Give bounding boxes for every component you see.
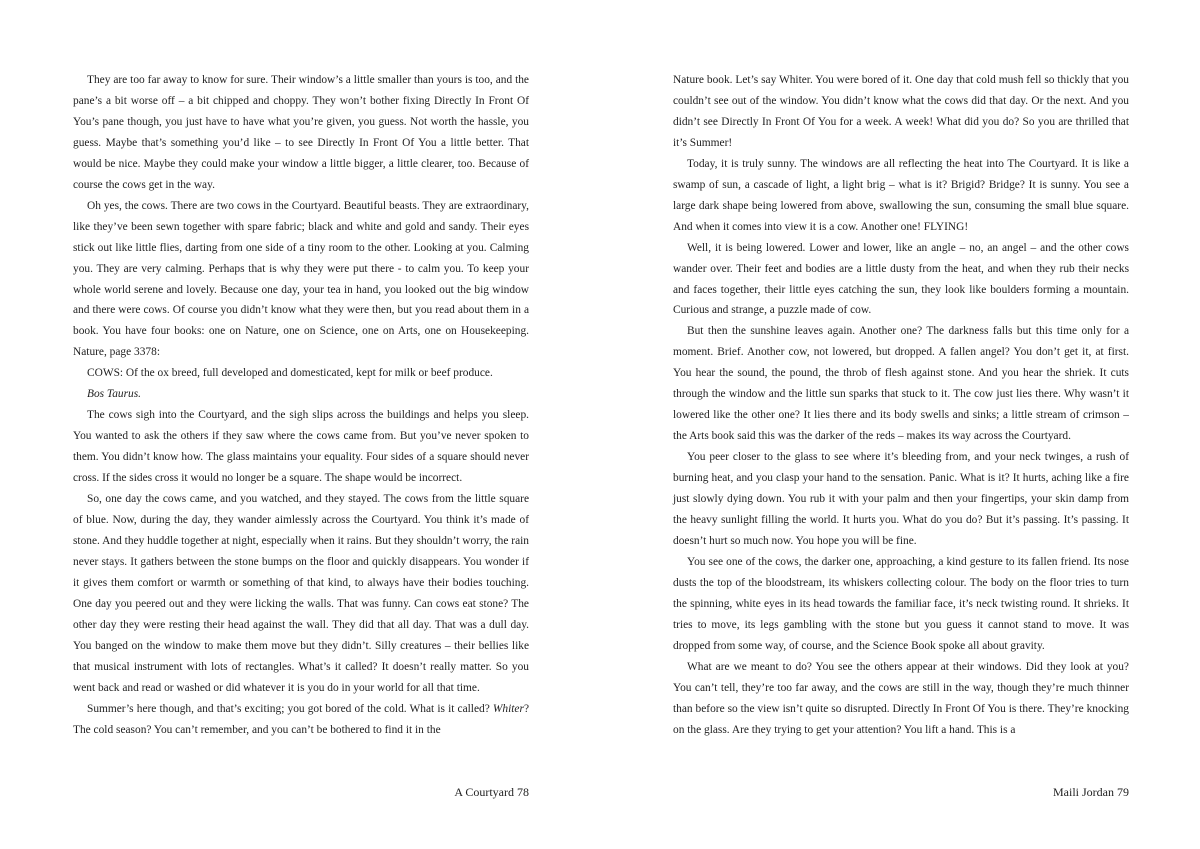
paragraph: The cows sigh into the Courtyard, and the sigh slips across the buildings and helps you sleep. You wanted to ask the others if they saw where the cows came from. But you’ve never spoken to them. You didn’t know how. The glass maintains your equality. Four sides of a square should never cross. If the sides cross it would no longer be a square. The shape would be incorrect. (73, 409, 529, 485)
left-page (73, 70, 529, 741)
paragraph-continued: Nature book. Let’s say Whiter. You were bored of it. One day that cold mush fell so thickly that you couldn’t see out of the window. You didn’t know what the cows did that day. Or the next. And you didn’t see Directly In Front Of You for a week. A week! What did you do? So you are thrilled that it’s Summer! (673, 74, 1129, 149)
right-page (673, 70, 1129, 741)
left-page-text (73, 70, 529, 741)
paragraph: You peer closer to the glass to see where it’s bleeding from, and your neck twinges, a rush of burning heat, and you clasp your hand to the sensation. Panic. What is it? It hurts, aching like a fire just slowly dying down. You rub it with your palm and then your fingertips, your skin damp from the heavy sunlight filling the world. It hurts you. What do you do? But it’s passing. It’s passing. It doesn’t hurt so much now. You hope you will be fine. (673, 451, 1129, 547)
paragraph: Well, it is being lowered. Lower and lower, like an angle – no, an angel – and the other cows wander over. Their feet and bodies are a little dusty from the heat, and when they rub their necks and faces together, their little eyes catching the sun, they look like boulders forming a mountain. Curious and strange, a puzzle made of cow. (673, 241, 1129, 317)
right-page-text (673, 70, 1129, 741)
paragraph (73, 699, 529, 741)
right-page-footer: Maili Jordan 79 (1053, 785, 1129, 799)
paragraph: So, one day the cows came, and you watched, and they stayed. The cows from the little square of blue. Now, during the day, they wander aimlessly across the Courtyard. You think it’s made of stone. And they huddle together at night, especially when it rains. But they shouldn’t worry, the rain never stays. It gathers between the stone bumps on the floor and quickly disappears. You wonder if it gives them comfort or warmth or something of that kind, to always have their bodies touching. One day you peered out and they were licking the walls. That was funny. Can cows eat stone? The other day they were resting their head against the wall. They did that all day. That was a dull day. You banged on the window to make them move but they didn’t. Silly creatures – their bellies like that musical instrument with lots of rectangles. What’s it called? It doesn’t really matter. So you went back and read or washed or did whatever it is you do in your world for all that time. (73, 493, 529, 694)
paragraph: What are we meant to do? You see the others appear at their windows. Did they look at you? You can’t tell, they’re too far away, and the cows are still in the way, though they’re much thinner than before so the view isn’t quite so disrupted. Directly In Front Of You is there. They’re knocking on the glass. Are they trying to get your attention? You lift a hand. This is a (673, 660, 1129, 736)
paragraph-part: Summer’s here though, and that’s exciting; you got bored of the cold. What is it called? (87, 702, 493, 715)
dictionary-entry: COWS: Of the ox breed, full developed and domesticated, kept for milk or beef produce. (87, 367, 493, 380)
paragraph: They are too far away to know for sure. Their window’s a little smaller than yours is too, and the pane’s a bit worse off – a bit chipped and choppy. They won’t bother fixing Directly In Front Of You’s pane though, you just have to have what you’re given, you guess. Not worth the hassle, you guess. Maybe that’s something you’d like – to see Directly In Front Of You a little better. That would be nice. Maybe they could make your window a little bigger, a little clearer, too. Because of course the cows get in the way. (73, 74, 529, 191)
paragraph: Oh yes, the cows. There are two cows in the Courtyard. Beautiful beasts. They are extraordinary, like they’ve been sewn together with spare fabric; black and white and gold and sandy. Their eyes stick out like little flies, darting from one side of a tiny room to the other. Looking at you. Calming you. They are very calming. Perhaps that is why they were put there - to calm you. To keep your whole world serene and lovely. Because one day, your tea in hand, you looked out the big window and there were cows. Of course you didn’t know what they were then, but you read about them in a book. You have four books: one on Nature, one on Science, one on Arts, one on Housekeeping. Nature, page 3378: (73, 199, 529, 359)
paragraph: You see one of the cows, the darker one, approaching, a kind gesture to its fallen friend. Its nose dusts the top of the bloodstream, its whiskers collecting colour. The body on the floor tries to turn the spinning, white eyes in its head towards the familiar face, it’s neck twisting round. It shrieks. It tries to move, its legs gambling with the stone but you guess it cannot stand to move. It was dropped from some way, of course, and the Science Book spoke all about gravity. (673, 555, 1129, 652)
paragraph: Today, it is truly sunny. The windows are all reflecting the heat into The Courtyard. It is like a swamp of sun, a cascade of light, a light brig – what is it? Brigid? Bridge? It is sunny. You see a large dark shape being lowered from above, swallowing the sun, consuming the small blue square. And when it comes into view it is a cow. Another one! FLYING! (673, 157, 1129, 233)
left-page-footer: A Courtyard 78 (454, 785, 529, 799)
latin-name: Bos Taurus. (87, 388, 142, 401)
paragraph: But then the sunshine leaves again. Another one? The darkness falls but this time only for a moment. Brief. Another cow, not lowered, but dropped. A fallen angel? You don’t get it, at first. You hear the sound, the pound, the throb of flesh against stone. And you hear the shriek. It cuts through the window and the little sun sparks that stuck to it. The cow just lies there. Why wasn’t it lowered like the other one? It lies there and its body swells and sinks; a little stream of crimson – the Arts book said this was the darker of the reds – makes its way across the Courtyard. (673, 325, 1129, 443)
italic-word: Whiter (492, 702, 524, 715)
paragraph-part: ? The cold season? You can’t remember, and you can’t be bothered to find it in the (73, 702, 529, 736)
